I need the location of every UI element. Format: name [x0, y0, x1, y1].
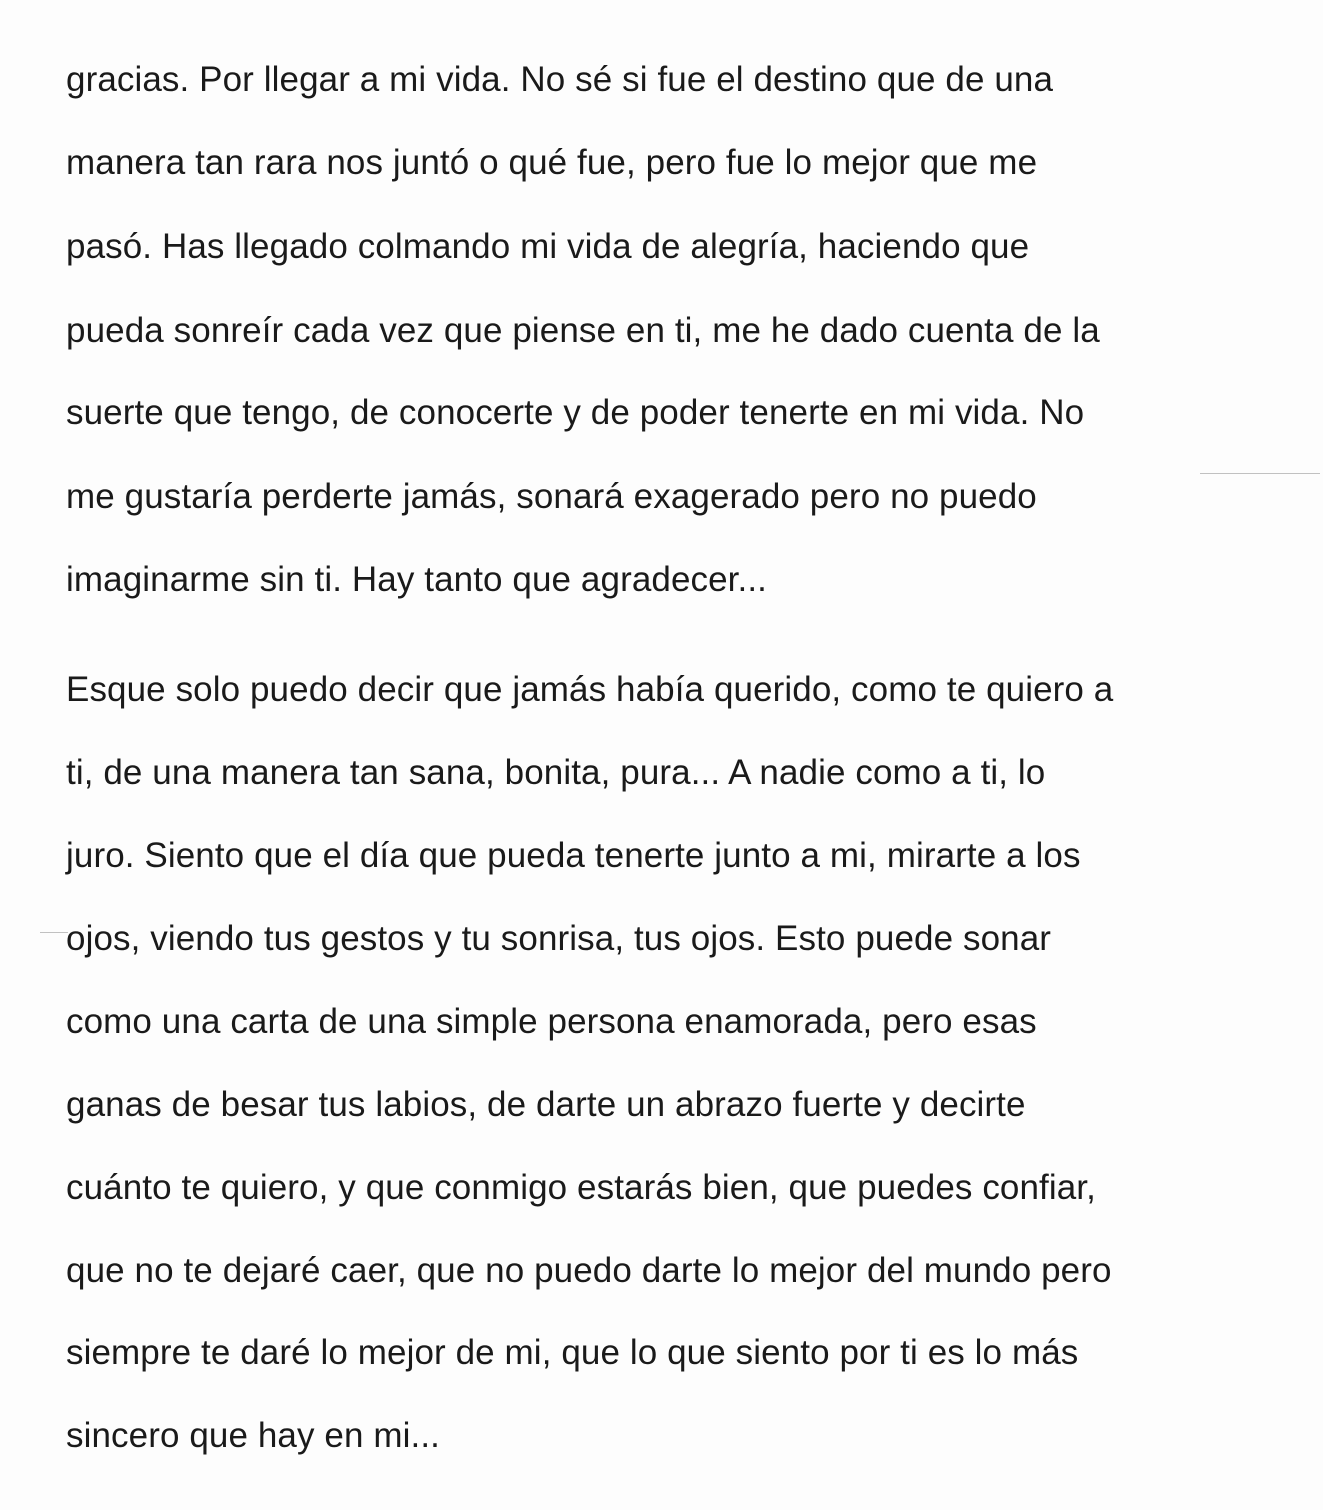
letter-line: sincero que hay en mi...: [66, 1416, 440, 1455]
letter-line: gracias. Por llegar a mi vida. No sé si fue el destino que de una: [66, 60, 1054, 99]
scan-artifact-line: [40, 932, 68, 933]
letter-line: siempre te daré lo mejor de mi, que lo que siento por ti es lo más: [66, 1333, 1079, 1372]
letter-line: imaginarme sin ti. Hay tanto que agradecer...: [66, 560, 767, 599]
letter-line: pasó. Has llegado colmando mi vida de alegría, haciendo que: [66, 227, 1030, 266]
letter-line: me gustaría perderte jamás, sonará exagerado pero no puedo: [66, 477, 1037, 516]
letter-line: que no te dejaré caer, que no puedo darte lo mejor del mundo pero: [66, 1251, 1112, 1290]
letter-line: ojos, viendo tus gestos y tu sonrisa, tus ojos. Esto puede sonar: [66, 919, 1052, 958]
scan-artifact-line: [1200, 473, 1320, 474]
letter-line: suerte que tengo, de conocerte y de poder tenerte en mi vida. No: [66, 393, 1085, 432]
letter-line: ti, de una manera tan sana, bonita, pura... A nadie como a ti, lo: [66, 753, 1046, 792]
letter-line: pueda sonreír cada vez que piense en ti, me he dado cuenta de la: [66, 311, 1100, 350]
letter-line: ganas de besar tus labios, de darte un abrazo fuerte y decirte: [66, 1085, 1026, 1124]
letter-line: cuánto te quiero, y que conmigo estarás bien, que puedes confiar,: [66, 1168, 1096, 1207]
letter-line: como una carta de una simple persona enamorada, pero esas: [66, 1002, 1037, 1041]
letter-line: manera tan rara nos juntó o qué fue, pero fue lo mejor que me: [66, 143, 1038, 182]
letter-line: Esque solo puedo decir que jamás había querido, como te quiero a: [66, 670, 1114, 709]
letter-line: juro. Siento que el día que pueda tenerte junto a mi, mirarte a los: [66, 836, 1081, 875]
